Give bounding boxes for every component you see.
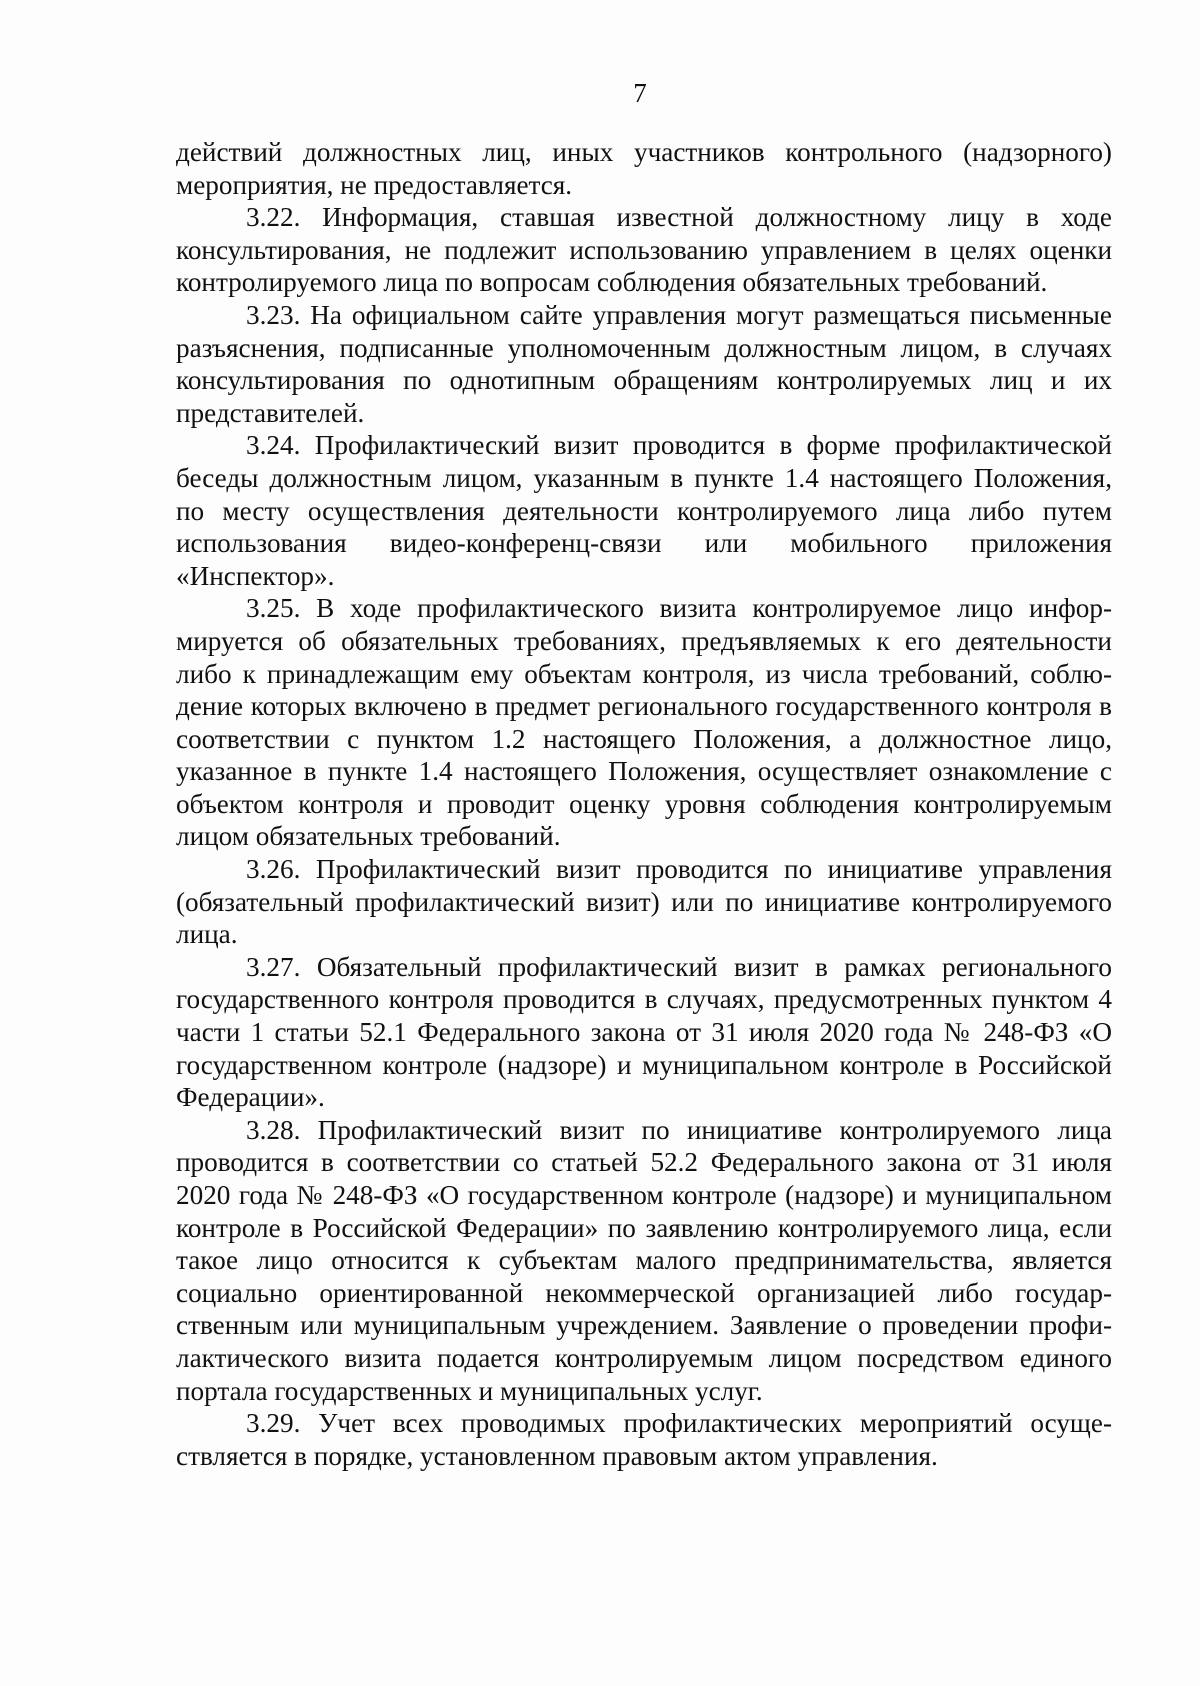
document-body (176, 136, 1112, 1472)
paragraph-continuation: действий должностных лиц, иных участников контрольного (надзорного) мероприятия, не предоставляется. (176, 137, 1112, 200)
paragraph-3-24: 3.24. Профилактический визит проводится в форме профилактической беседы должностным лицом, указанным в пункте 1.4 настоящего Положения, по месту осуществления деятельности контролируемого лица либо путем использования видео-конференц-связи или мобильного приложения «Инспектор». (176, 430, 1112, 591)
paragraph-3-25: 3.25. В ходе профилактического визита контролируемое лицо информируется об обязательных требованиях, предъявляемых к его деятельности либо к принадлежащим ему объектам контроля, из числа требований, соблюдение которых включено в предмет регионального государственного контроля в соответствии с пунктом 1.2 настоящего Положения, а должностное лицо, указанное в пункте 1.4 настоящего Положения, осуществляет ознакомление с объектом контроля и проводит оценку уровня соблюдения контролируемым лицом обязательных требований. (176, 593, 1112, 852)
paragraph-3-29: 3.29. Учет всех проводимых профилактических мероприятий осуществляется в порядке, установленном правовым актом управления. (176, 1408, 1112, 1471)
paragraph-3-22: 3.22. Информация, ставшая известной должностному лицу в ходе консультирования, не подлежит использованию управлением в целях оценки контролируемого лица по вопросам соблюдения обязательных требований. (176, 202, 1112, 298)
paragraph-3-27: 3.27. Обязательный профилактический визит в рамках регионального государственного контроля проводится в случаях, предусмотренных пунктом 4 части 1 статьи 52.1 Федерального закона от 31 июля 2020 года № 248-ФЗ «О государственном контроле (надзоре) и муниципальном контроле в Российской Федерации». (176, 951, 1112, 1113)
paragraph-3-26: 3.26. Профилактический визит проводится по инициативе управления (обязательный профилактический визит) или по инициативе контролируемого лица. (176, 854, 1112, 950)
paragraph-3-28: 3.28. Профилактический визит по инициативе контролируемого лица проводится в соответствии со статьей 52.2 Федерального закона от 31 июля 2020 года № 248-ФЗ «О государственном контроле (надзоре) и муниципальном контроле в Российской Федерации» по заявлению контролируемого лица, если такое лицо относится к субъектам малого предпринимательства, является социально ориентированной некоммерческой организацией либо государственным или муниципальным учреждением. Заявление о проведении профилактического визита подается контролируемым лицом посредством единого портала государственных и муниципальных услуг. (176, 1114, 1112, 1406)
page-number: 7 (633, 78, 647, 108)
paragraph-3-23: 3.23. На официальном сайте управления могут размещаться письменные разъяснения, подписанные уполномоченным должностным лицом, в случаях консультирования по однотипным обращениям контролируемых лиц и их представителей. (176, 299, 1112, 428)
